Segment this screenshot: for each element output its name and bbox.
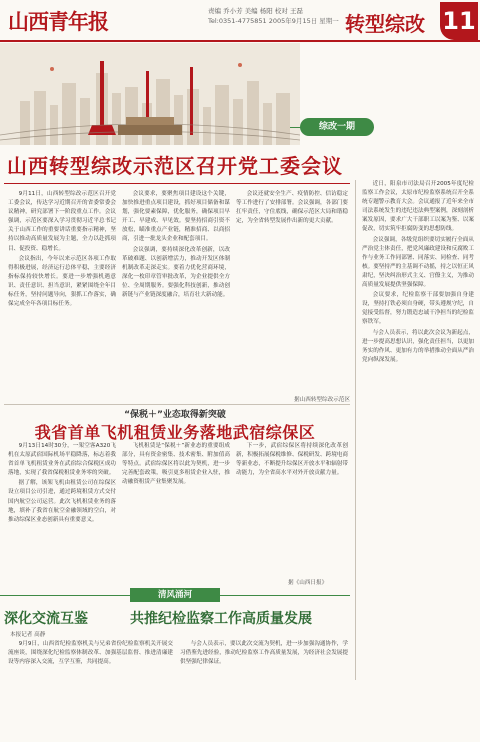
article1-column-2: [122, 190, 230, 390]
banner-tag: 清风涌河: [130, 588, 220, 602]
section-title: 转型综改: [345, 12, 425, 36]
paragraph: 会议强调，要持续深化改革创新，以改革破难题、以创新增活力，推动开发区体制机制改革走深走实。要着力优化营商环境，深化一枚印章管审批改革，为企业提供全方位、全周期服务。要强化科技创新，推动创新链与产业链深度融合，培育壮大新动能。: [122, 246, 230, 299]
paragraph: 与会人员表示，将以此次会议为新起点，进一步提高思想认识，强化责任担当，以更加务实的作风、更加有力的举措推动全面从严治党向纵深发展。: [362, 329, 474, 363]
article2-column-3: [236, 442, 348, 576]
city-skyline-illustration: [0, 43, 300, 145]
article2-kicker: “保税＋”业态取得新突破: [124, 410, 226, 420]
article2-column-1: [8, 442, 116, 576]
paragraph: 会议要求，纪检监察干部要加强自身建设，坚持打铁必须自身硬，带头遵规守纪，自觉接受监督，努力锻造忠诚干净担当的纪检监察铁军。: [362, 292, 474, 326]
sidebar-article: [355, 180, 475, 680]
article1-headline: 山西转型综改示范区召开党工委会议: [7, 154, 343, 178]
article3-byline: 本报记者 高静: [10, 632, 46, 638]
article-divider: [4, 404, 350, 405]
section-banner: [0, 588, 350, 602]
hero-image: [0, 43, 300, 145]
paragraph: 会议要求，要聚焦项目建设这个关键，加快推进重点项目建设，抓好项目储备和谋划，强化要素保障，优化服务，确保项目早开工、早建成、早见效。要坚持招商引资不放松，瞄准重点产业链，精准招商、以商招商，引进一批龙头企业和配套项目。: [122, 191, 230, 243]
article1-source: 据山西转型综改示范区: [294, 397, 350, 403]
headline-underline: [4, 183, 350, 184]
article1-column-3: [236, 190, 348, 390]
article3-headline-right: 共推纪检监察工作高质量发展: [130, 611, 312, 627]
paragraph: 会议指出，今年以来示范区各项工作取得积极进展，经济运行总体平稳，主要经济指标保持较快增长。要进一步增强机遇意识、责任意识、担当意识，紧紧围绕全年目标任务，坚持问题导向，狠抓工作落实，确保完成全年各项目标任务。: [8, 255, 116, 308]
article3-column-1: [8, 640, 173, 738]
paragraph: 飞机租赁是“保税＋”新业态的重要组成部分，具有资金密集、技术密集、附加值高等特点。武宿综保区将以此为契机，进一步完善配套政策，吸引更多租赁企业入驻，推动融资租赁产业集聚发展。: [122, 443, 230, 486]
article3-column-2: [180, 640, 348, 738]
paragraph: 9月9日，山西省纪检监察机关与兄弟省份纪检监察机关开展交流座谈，围绕深化纪检监察体制改革、加强基层监督、推进清廉建设等内容深入交流，互学互鉴，共同提高。: [8, 641, 173, 666]
paragraph: 下一步，武宿综保区将持续深化改革创新，积极拓展保税维修、保税研发、跨境电商等新业态，不断提升综保区开放水平和辐射带动能力，为全省高水平对外开放贡献力量。: [236, 443, 348, 477]
sidebar-text: [362, 180, 474, 680]
page-number: 11: [440, 2, 478, 40]
column-tag: 综改一期: [300, 118, 374, 136]
article1-column-1: [8, 190, 116, 390]
header-meta: [208, 6, 339, 26]
masthead: [0, 0, 480, 40]
article3-headline-left: 深化交流互鉴: [4, 611, 88, 627]
newspaper-logo: 山西青年报: [8, 9, 108, 34]
header-divider: [0, 40, 480, 42]
paragraph: 与会人员表示，要以此次交流为契机，进一步加强沟通协作，学习借鉴先进经验，推动纪检监察工作高质量发展，为经济社会发展提供坚强纪律保证。: [180, 641, 348, 666]
article2-source: 据《山西日报》: [288, 580, 328, 586]
paragraph: 会议还就安全生产、疫情防控、信访稳定等工作进行了安排部署。会议强调，各部门要扛牢责任，守住底线，确保示范区大局和谐稳定，为全省转型发展作出新的更大贡献。: [236, 191, 348, 225]
paragraph: 9月13日14时30分，一架空客A320飞机在太原武宿国际机场平稳降落，标志着我省首单飞机租赁业务在武宿综合保税区成功落地，实现了我省保税租赁业务零的突破。: [8, 443, 116, 477]
paragraph: 近日，阳泉市司法局召开2005年度纪检监察工作会议，太原市纪检监察系统召开全系统专题警示教育大会。会议通报了近年来全市司法系统发生的违纪违法典型案例，深刻剖析案发原因，要求广大干部职工以案为鉴、以案促改，切实筑牢拒腐防变的思想防线。: [362, 181, 474, 233]
contact-date: Tel:0351-4775851 2005年9月15日 星期一: [208, 17, 339, 25]
editor-credits: 责编 乔小芳 美编 杨阳 校对 王磊: [208, 7, 303, 15]
paragraph: 9月11日，山西转型综改示范区召开党工委会议，传达学习近期召开的省委常委会议精神，研究部署下一阶段重点工作。会议强调，示范区要深入学习贯彻习近平总书记关于山西工作的重要讲话重要指示精神，坚持以推动高质量发展为主题，全力以赴抓项目、促投资、稳增长。: [8, 191, 116, 252]
paragraph: 会议强调，各级党组织要切实履行全面从严治党主体责任，把党风廉政建设和反腐败工作与业务工作同部署、同落实、同检查、同考核。要坚持严的主基调不动摇，持之以恒正风肃纪，坚决纠治形式主义、官僚主义，为推动高质量发展提供坚强保障。: [362, 236, 474, 289]
article2-headline: 我省首单飞机租赁业务落地武宿综保区: [34, 423, 316, 442]
paragraph: 据了解，该架飞机由租赁公司在综保区设立项目公司引进，通过跨境租赁方式交付国内航空公司运营。此次飞机租赁业务的落地，填补了我省在航空金融领域的空白，对推动综保区业态创新具有重要意义。: [8, 480, 116, 523]
article2-column-2: [122, 442, 230, 576]
